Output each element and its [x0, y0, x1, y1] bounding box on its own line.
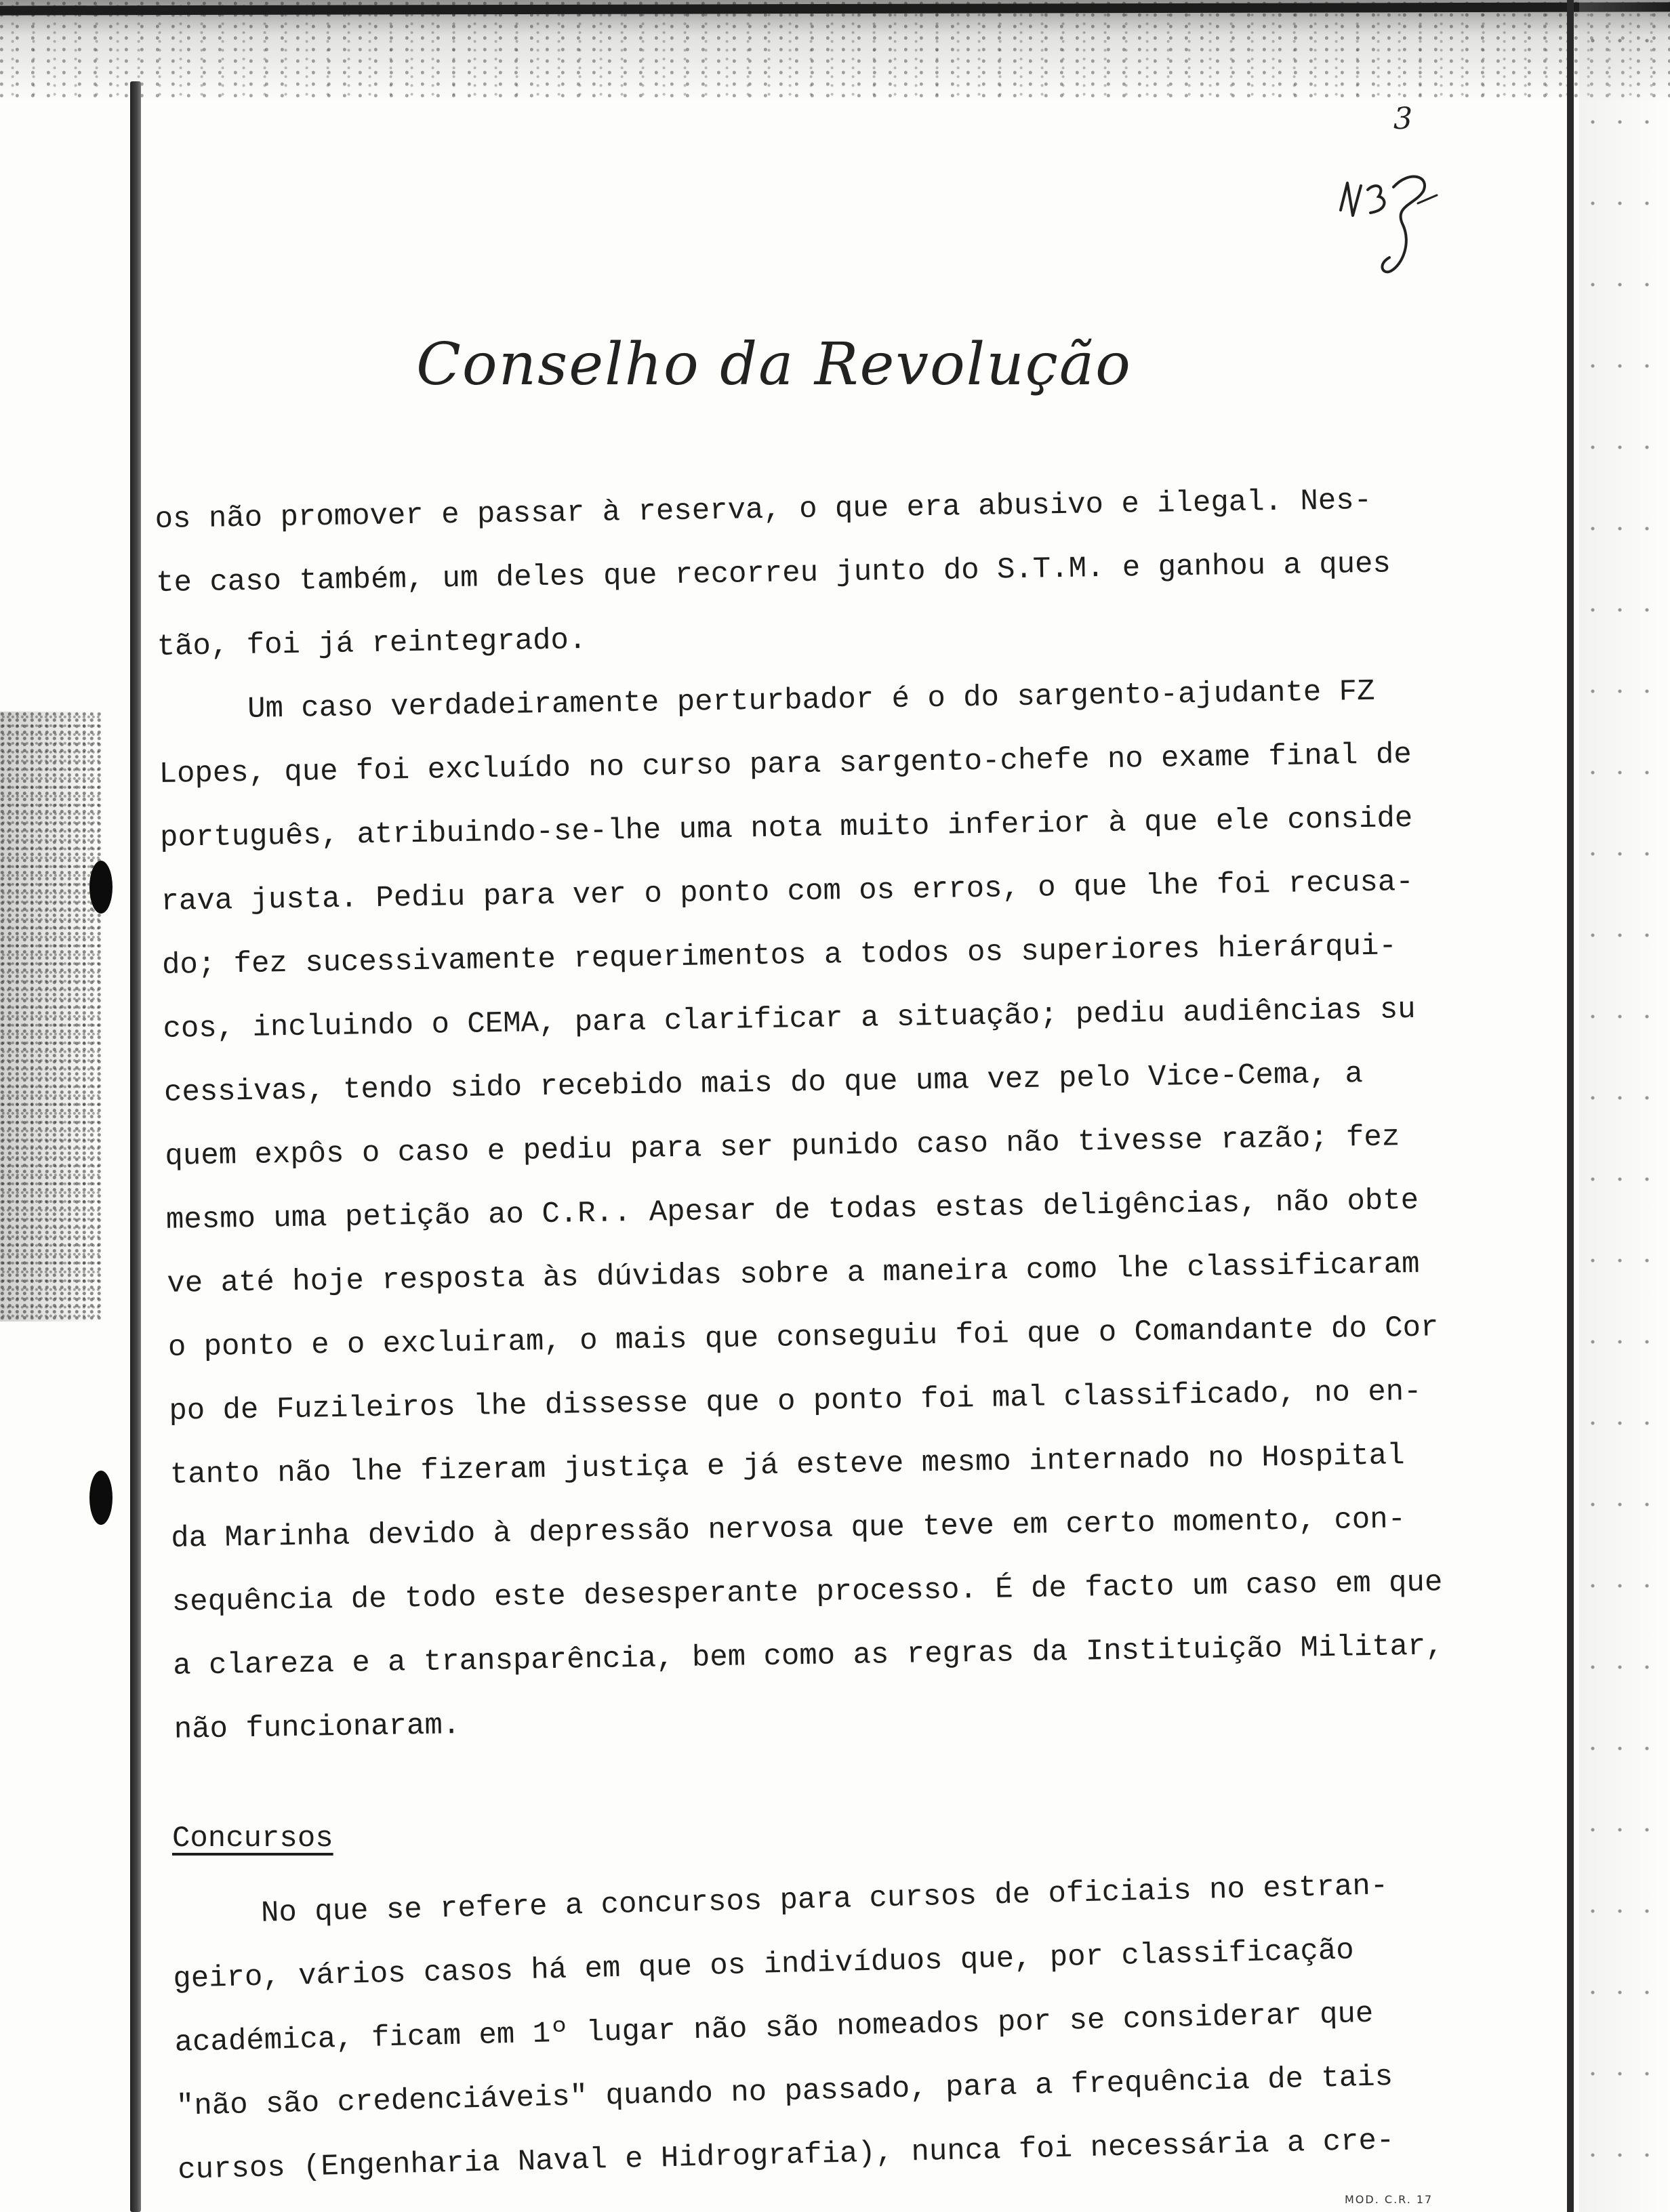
section-body-text: [171, 1851, 1527, 2202]
text-line: geiro, vários casos há em que os indivíduos que, por classificação: [172, 1933, 1355, 1996]
text-line: cessivas, tendo sido recebido mais do que uma vez pelo Vice-Cema, a: [163, 1057, 1364, 1110]
text-line: quem expôs o caso e pediu para ser punido caso não tivesse razão; fez: [165, 1120, 1400, 1174]
text-line: No que se refere a concursos para cursos de oficiais no estran-: [171, 1869, 1389, 1933]
text-line: do; fez sucessivamente requerimentos a todos os superiores hierárqui-: [161, 929, 1398, 983]
text-line: ve até hoje resposta às dúvidas sobre a maneira como lhe classificaram: [167, 1247, 1420, 1301]
body-text: [155, 467, 1530, 1762]
text-line: não funcionaram.: [174, 1708, 461, 1747]
section-heading-concursos: Concursos: [172, 1822, 333, 1856]
punch-hole-upper: [89, 861, 113, 914]
handwritten-initials: [1328, 163, 1444, 285]
text-line: tão, foi já reintegrado.: [157, 623, 587, 664]
text-line: rava justa. Pediu para ver o ponto com os erros, o que lhe foi recusa-: [161, 865, 1414, 919]
left-edge-noise: [0, 712, 102, 1322]
text-line: sequência de todo este desesperante processo. É de facto um caso em que: [171, 1565, 1443, 1620]
scan-top-noise: [0, 0, 1670, 102]
text-line: mesmo uma petição ao C.R.. Apesar de todas estas deligências, não obte: [165, 1183, 1419, 1237]
text-line: tanto não lhe fizeram justiça e já esteve mesmo internado no Hospital: [169, 1439, 1405, 1492]
text-line: cos, incluindo o CEMA, para clarificar a situação; pediu audiências su: [163, 992, 1417, 1046]
text-line: da Marinha devido à depressão nervosa que teve em certo momento, con-: [170, 1502, 1406, 1556]
letterhead-title: Conselho da Revolução: [416, 331, 1132, 398]
text-line: "não são credenciáveis" quando no passado, para a frequência de tais: [176, 2060, 1393, 2124]
left-page-border: [130, 81, 141, 2212]
text-line: Um caso verdadeiramente perturbador é o do sargento-ajudante FZ: [157, 674, 1375, 728]
page-number: 3: [1393, 102, 1412, 136]
text-line: a clareza e a transparência, bem como as regras da Instituição Militar,: [172, 1629, 1444, 1683]
text-line: o ponto e o excluiram, o mais que conseguiu foi que o Comandante do Cor: [167, 1311, 1439, 1365]
text-line: os não promover e passar à reserva, o que era abusivo e ilegal. Nes-: [155, 483, 1372, 537]
text-line: português, atribuindo-se-lhe uma nota muito inferior à que ele conside: [159, 801, 1413, 855]
text-line: académica, ficam em 1º lugar não são nomeados por se considerar que: [174, 1996, 1374, 2060]
text-line: te caso também, um deles que recorreu junto do S.T.M. e ganhou a ques: [155, 547, 1391, 600]
punch-hole-lower: [89, 1471, 113, 1525]
text-line: po de Fuzileiros lhe dissesse que o ponto foi mal classificado, no en-: [169, 1374, 1422, 1429]
text-line: cursos (Engenharia Naval e Hidrografia), nunca foi necessária a cre-: [177, 2124, 1395, 2188]
text-line: Lopes, que foi excluído no curso para sargento-chefe no exame final de: [159, 737, 1412, 792]
form-code: MOD. C.R. 17: [1345, 2193, 1433, 2206]
